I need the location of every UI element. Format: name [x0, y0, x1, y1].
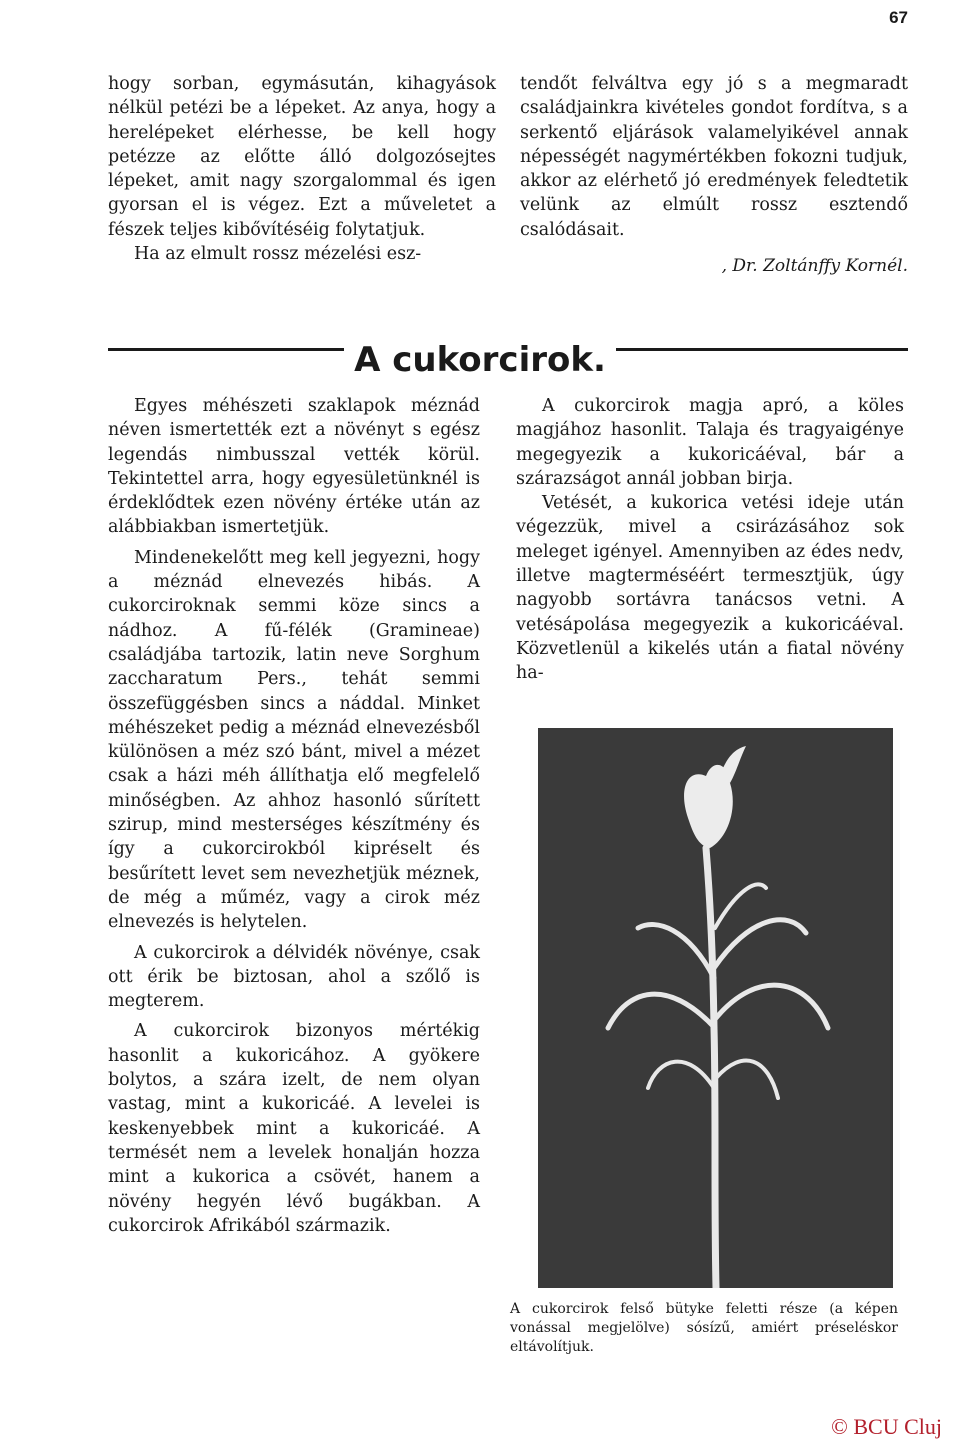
paragraph: A cukorcirok a délvidék növénye, csak ott érik be biztosan, ahol a szőlő is megterem. [108, 942, 480, 1012]
paragraph: Ha az elmult rossz mézelési esz- [134, 244, 422, 265]
paragraph: Mindenekelőtt meg kell jegyezni, hogy a méznád elnevezés hibás. A cukorciroknak semmi köze sincs a nádhoz. A fű-félék (Gramineae) családjába tartozik, latin neve Sorghum zaccharatum Pers., tehát semmi összefüggésben sincs a náddal. Minket méhészeket pedig a méznád elnevezésből különösen a méz szó bánt, mivel a mézet csak a házi méh állíthatja elő megfelelő minőségben. Az ahhoz hasonló sűrített szirup, mind mesterséges készítmény és így a cukorcirokból kipréselt és besűrített levet sem nevezhetjük méznek, de még a műméz, vagy a cirok méz elnevezés is helytelen. [108, 547, 480, 933]
author-signature: , Dr. Zoltánffy Kornél. [721, 256, 908, 277]
article-title [0, 340, 960, 380]
page-number: 67 [889, 8, 908, 27]
article-left-column [108, 394, 480, 1238]
previous-article-left-column [108, 72, 496, 266]
paragraph: Vetését, a kukorica vetési ideje után végezzük, mivel a csirázásához sok meleget igényel. Amennyiben az édes nedv, illetve magterméséért termesztjük, úgy nagyobb sortávra tanácsos vetni. A vetésápolása megegyezik a kukoricáéval. Közvetlenül a kikelés után a fiatal növény ha- [516, 493, 904, 684]
paragraph: A cukorcirok magja apró, a köles magjához hasonlit. Talaja és tragyaigénye megegyezik a kukoricáéval, bár a szárazságot annál jobban birja. [516, 396, 904, 489]
figure-caption: A cukorcirok felső bütyke feletti része (a képen vonással megjelölve) sósízű, amiért préseléskor eltávolítjuk. [510, 1301, 898, 1355]
paragraph: tendőt felváltva egy jó s a megmaradt családjainkra kivételes gondot fordítva, s a serkentő eljárások valamelyikével annak népességét nagymértékben fokozni tudjuk, akkor az elérhető jó eredmények feledtetik velünk az elmúlt rossz esztendő csalódásait. [520, 74, 908, 240]
previous-article-right-column [520, 72, 908, 276]
sorghum-plant-photo [538, 728, 893, 1288]
plant-illustration [538, 728, 893, 1288]
paragraph: A cukorcirok bizonyos mértékig hasonlit a kukoricához. A gyökere bolytos, a szára izelt, de nem olyan vastag, mint a kukoricáé. A levelei is keskenyebbek mint a kukoricáé. A termését nem a levelek honalján hozza mint a kukorica a csövét, hanem a növény hegyén lévő bugákban. A cukorcirok Afrikából származik. [108, 1021, 480, 1236]
watermark: © BCU Cluj [831, 1414, 942, 1439]
paragraph: hogy sorban, egymásután, kihagyások nélkül petézi be a lépeket. Az anya, hogy a herelépeket elérhesse, be kell hogy petézze az előtte álló dolgozósejtes lépeket, amit nagy szorgalommal és igen gyorsan el is végez. Ezt a műveletet a fészek teljes kibővítéséig folytatjuk. [108, 74, 496, 240]
article-right-column [516, 394, 904, 686]
paragraph: Egyes méhészeti szaklapok méznád néven ismertették ezt a növényt s egész legendás nimbusszal vették körül. Tekintettel arra, hogy egyesületünknél is érdeklődtek ezen növény értéke után az alábbiakban ismertetjük. [108, 396, 480, 538]
article-title-text: A cukorcirok. [344, 340, 616, 380]
